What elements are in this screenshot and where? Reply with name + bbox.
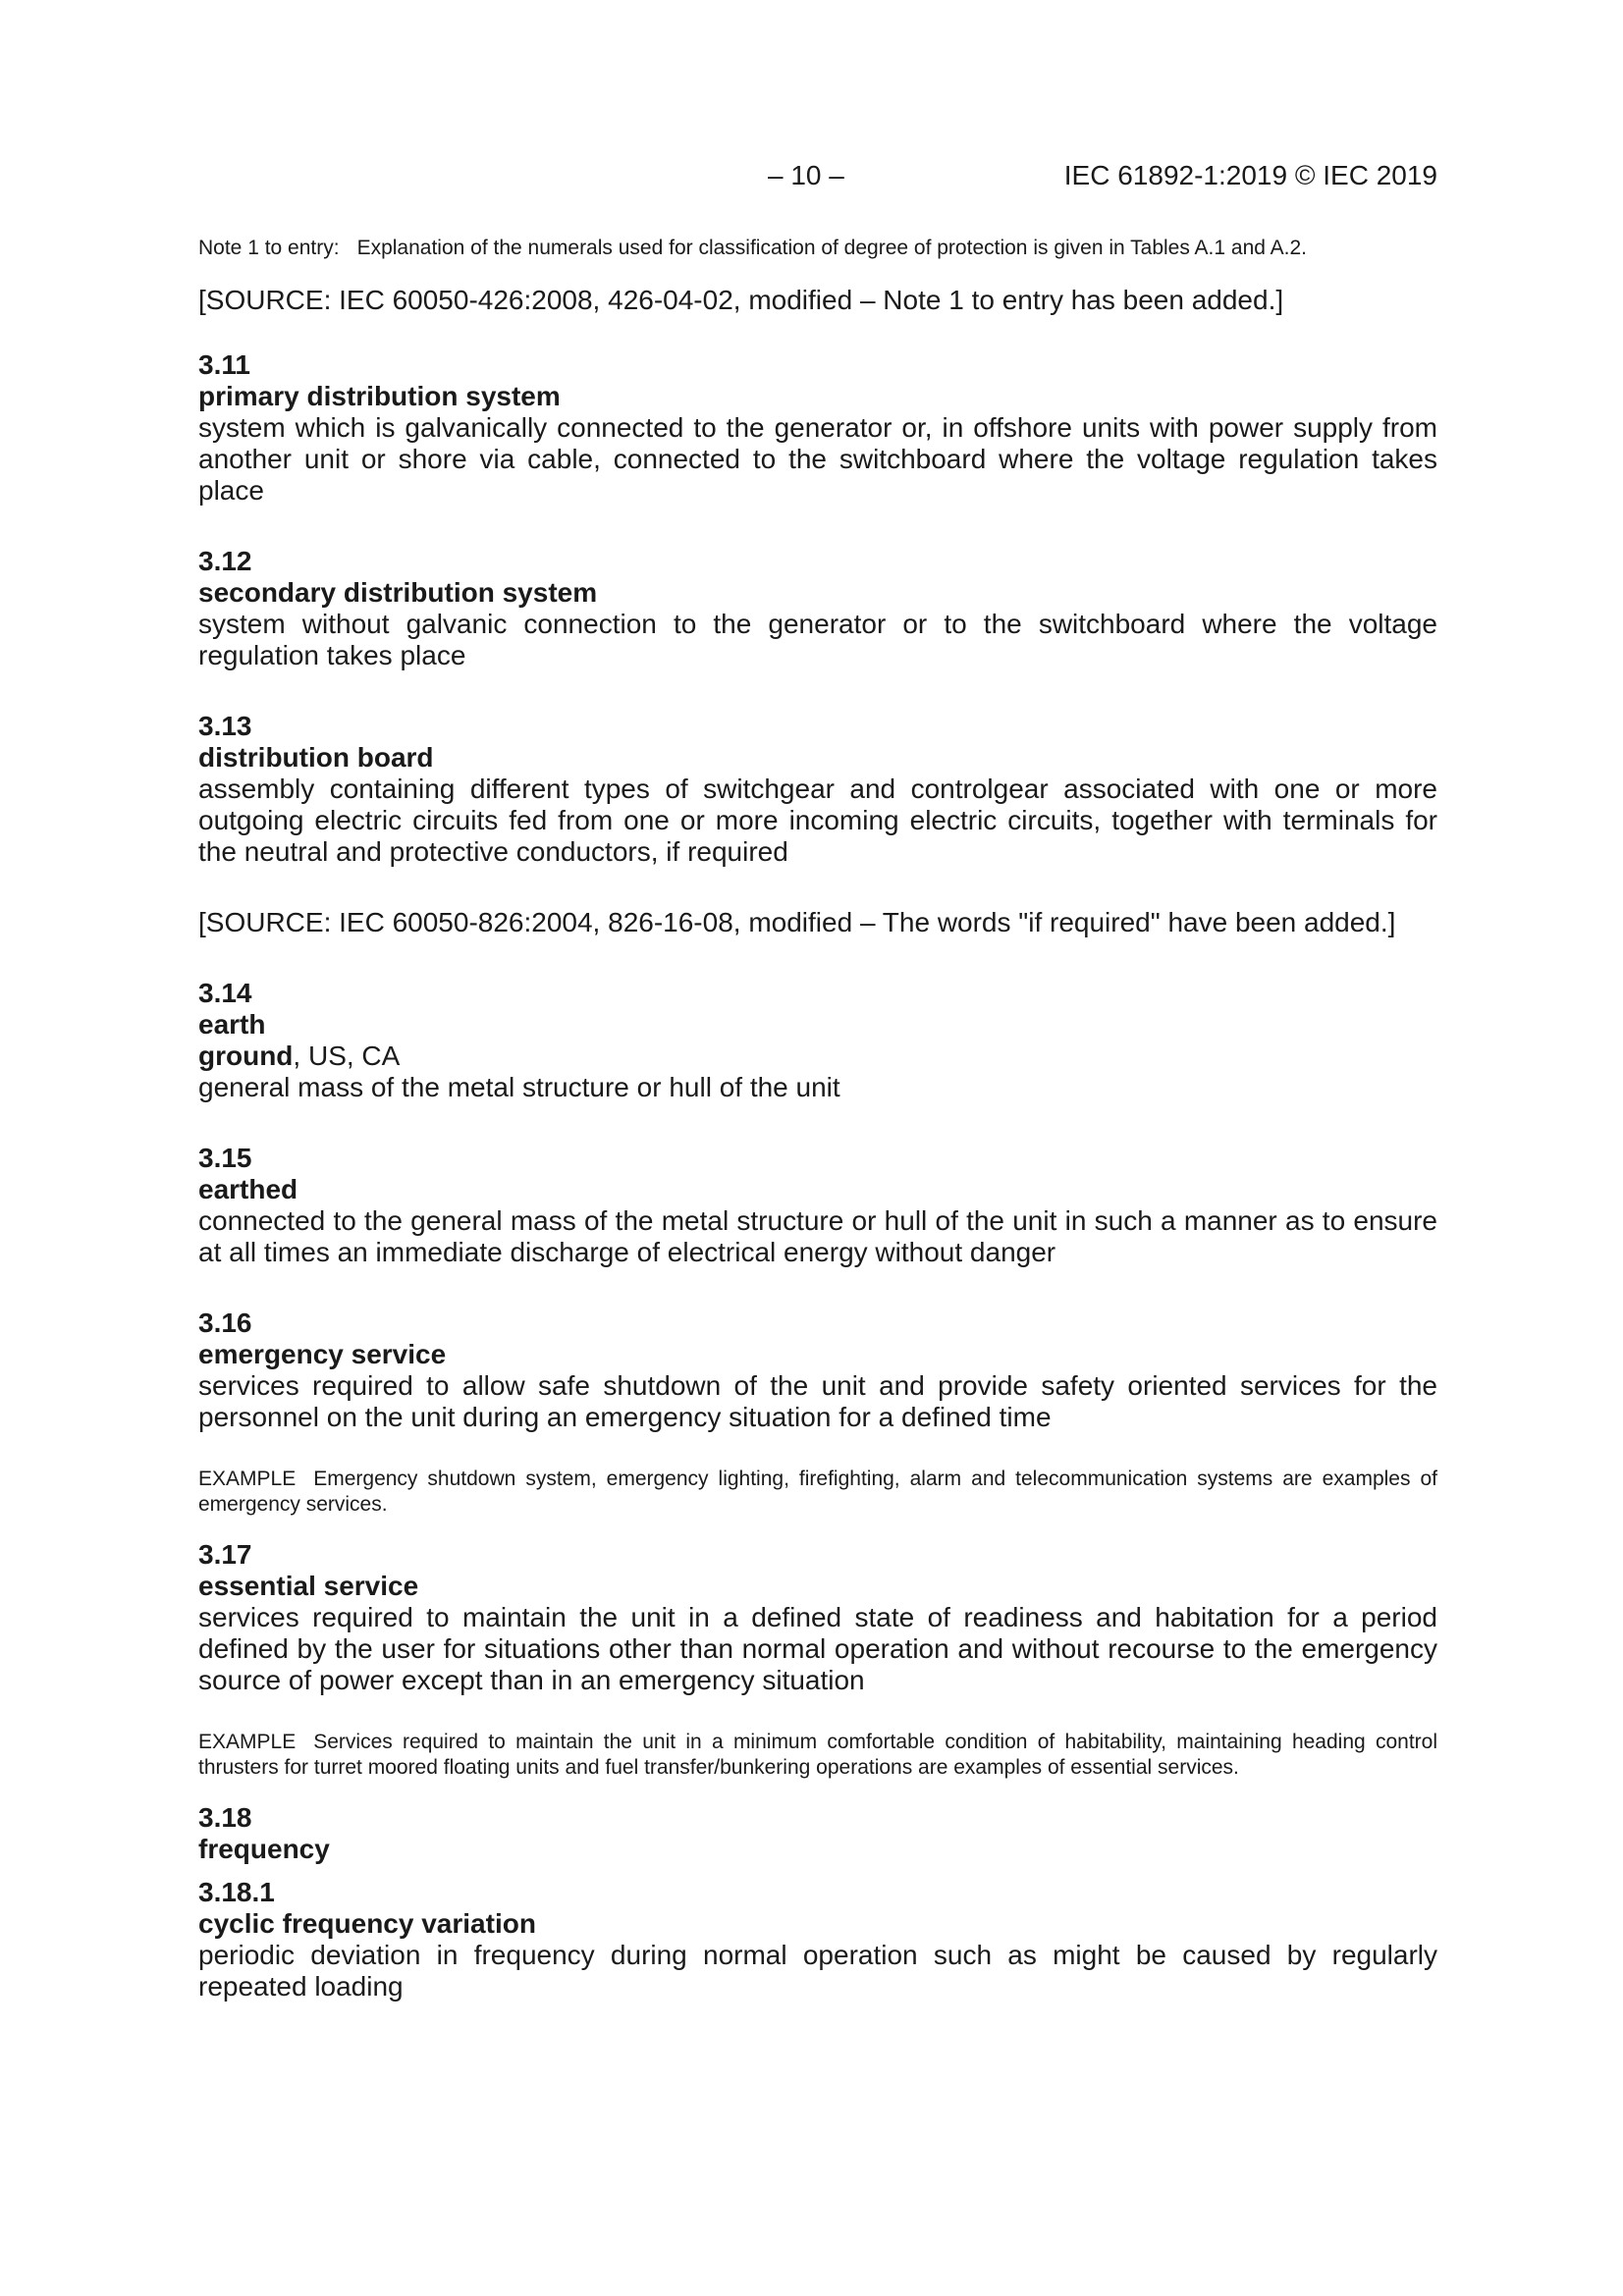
entry-definition: services required to maintain the unit in a defined state of readiness and habitation for a period defined by the user for situations other than normal operation and without recourse to the emergency source of power except than in an emergency situation xyxy=(198,1602,1437,1695)
entry-number: 3.15 xyxy=(198,1143,252,1173)
entry-definition: general mass of the metal structure or hull of the unit xyxy=(198,1072,840,1102)
entry-definition: system which is galvanically connected to the generator or, in offshore units with power supply from another unit or shore via cable, connected to the switchboard where the voltage regulation takes place xyxy=(198,412,1437,506)
example-label: EXAMPLE xyxy=(198,1468,297,1490)
entry-term: earthed xyxy=(198,1174,298,1204)
entry-term: distribution board xyxy=(198,742,434,773)
entry-term: secondary distribution system xyxy=(198,577,598,608)
example-note xyxy=(198,1467,1437,1518)
document-body xyxy=(198,236,1437,2002)
alternative-term-word: ground xyxy=(198,1041,294,1071)
entry-number: 3.12 xyxy=(198,546,252,576)
entry-number: 3.18 xyxy=(198,1802,252,1833)
entry-definition: connected to the general mass of the metal structure or hull of the unit in such a manner as to ensure at all times an immediate discharge of electrical energy without danger xyxy=(198,1205,1437,1267)
example-label: EXAMPLE xyxy=(198,1731,297,1753)
entry-definition: periodic deviation in frequency during normal operation such as might be caused by regularly repeated loading xyxy=(198,1940,1437,2002)
entry-number: 3.14 xyxy=(198,978,252,1008)
standard-reference: IEC 61892-1:2019 © IEC 2019 xyxy=(1063,160,1437,190)
entry-definition: services required to allow safe shutdown of the unit and provide safety oriented services for the personnel on the unit during an emergency situation for a defined time xyxy=(198,1370,1437,1432)
entry-number: 3.17 xyxy=(198,1539,252,1570)
entry-term: earth xyxy=(198,1009,266,1040)
source-reference: [SOURCE: IEC 60050-826:2004, 826-16-08, modified – The words "if required" have been added.] xyxy=(198,907,1396,937)
note-to-entry xyxy=(198,236,1437,261)
note-text: Explanation of the numerals used for classification of degree of protection is given in Tables A.1 and A.2. xyxy=(356,237,1307,259)
example-text: Emergency shutdown system, emergency lighting, firefighting, alarm and telecommunication systems are examples of emergency services. xyxy=(198,1468,1437,1516)
page-number: – 10 – xyxy=(768,160,844,190)
entry-term: cyclic frequency variation xyxy=(198,1908,536,1939)
source-reference: [SOURCE: IEC 60050-426:2008, 426-04-02, modified – Note 1 to entry has been added.] xyxy=(198,285,1284,315)
page-header xyxy=(198,160,1437,195)
note-label: Note 1 to entry: xyxy=(198,237,340,259)
entry-term: frequency xyxy=(198,1834,330,1864)
entry-term: emergency service xyxy=(198,1339,447,1369)
alternative-term-region: , US, CA xyxy=(293,1041,401,1071)
entry-definition: system without galvanic connection to the generator or to the switchboard where the voltage regulation takes place xyxy=(198,609,1437,670)
entry-number: 3.18.1 xyxy=(198,1877,275,1907)
entry-term: essential service xyxy=(198,1571,419,1601)
alternative-term xyxy=(198,1041,1437,1072)
example-text: Services required to maintain the unit in a minimum comfortable condition of habitability, maintaining heading control thrusters for turret moored floating units and fuel transfer/bunkering operations are examples of essential services. xyxy=(198,1731,1437,1779)
entry-number: 3.11 xyxy=(198,349,250,380)
example-note xyxy=(198,1730,1437,1781)
entry-definition: assembly containing different types of switchgear and controlgear associated with one or more outgoing electric circuits fed from one or more incoming electric circuits, together with terminals for the neutral and protective conductors, if required xyxy=(198,774,1437,867)
entry-term: primary distribution system xyxy=(198,381,561,411)
entry-number: 3.16 xyxy=(198,1308,252,1338)
entry-number: 3.13 xyxy=(198,711,252,741)
